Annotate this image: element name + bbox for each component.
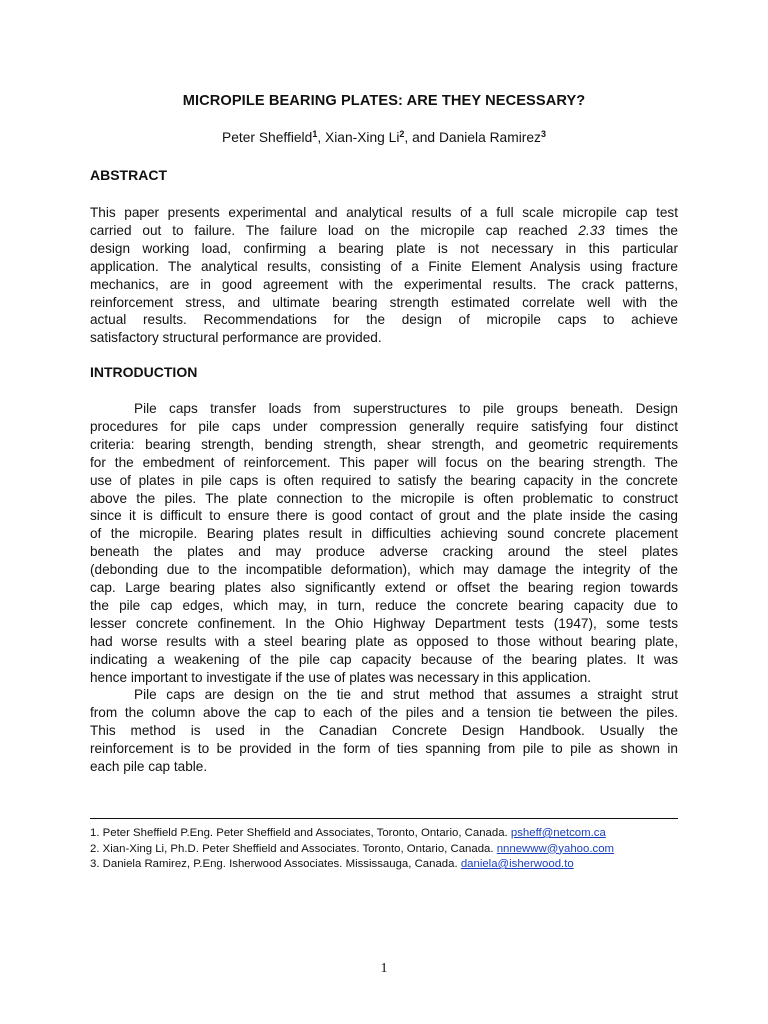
paper-title: MICROPILE BEARING PLATES: ARE THEY NECESSARY? <box>182 93 586 109</box>
text-line: hence important to investigate if the use of plates was necessary in this application. <box>90 669 591 685</box>
footnotes <box>90 826 690 873</box>
page-number: 1 <box>380 961 388 976</box>
introduction-paragraph-1 <box>90 400 678 687</box>
text-line: since it is difficult to ensure there is good contact of grout and the plate inside the casing <box>90 508 678 524</box>
text-line: lesser concrete confinement. In the Ohio Highway Department tests (1947), some tests <box>90 615 678 631</box>
text-line: cap. Large bearing plates also significantly extend or offset the bearing region towards <box>90 580 678 596</box>
affiliation-mark: 1 <box>312 129 318 139</box>
text-line: beneath the plates and may produce adverse cracking around the steel plates <box>90 544 678 560</box>
text-segment: times the <box>604 222 678 238</box>
text-line: reinforcement stress, and ultimate bearing strength estimated correlate well with the <box>90 294 678 310</box>
text-line: (debonding due to the incompatible deformation), which may damage the integrity of the <box>90 562 678 578</box>
text-line: criteria: bearing strength, bending strength, shear strength, and geometric requirements <box>90 436 678 452</box>
email-link[interactable]: psheff@netcom.ca <box>510 827 606 839</box>
text-line: design working load, confirming a bearing plate is not necessary in this particular <box>90 240 678 256</box>
abstract-paragraph <box>90 204 678 347</box>
text-line: above the piles. The plate connection to the micropile is often problematic to construct <box>90 490 678 506</box>
text-line: Pile caps are design on the tie and strut method that assumes a straight strut <box>134 687 678 702</box>
text-line: application. The analytical results, consisting of a Finite Element Analysis using fracture <box>90 258 678 274</box>
text-line: mechanics, are in good agreement with the experimental results. The crack patterns, <box>90 276 678 292</box>
text-segment: carried out to failure. The failure load on the micropile cap reached <box>90 222 579 238</box>
footnote-text: 1. Peter Sheffield P.Eng. Peter Sheffield and Associates, Toronto, Ontario, Canada. <box>90 827 511 839</box>
author-separator: , and <box>404 130 439 145</box>
text-line: Pile caps transfer loads from superstructures to pile groups beneath. Design <box>134 401 678 416</box>
text-line: This paper presents experimental and analytical results of a full scale micropile cap test <box>90 205 678 220</box>
text-line: procedures for pile caps under compression generally require satisfying four distinct <box>90 418 678 434</box>
emphasized-value: 2.33 <box>578 222 605 238</box>
text-line: of the micropile. Bearing plates result in difficulties achieving sound concrete placement <box>90 526 678 542</box>
author-line <box>0 130 768 145</box>
text-line: use of plates in pile caps is often required to satisfy the bearing capacity in the concrete <box>90 472 678 488</box>
author-name: Xian-Xing Li <box>325 130 400 145</box>
footnote-divider <box>90 818 678 819</box>
text-line: from the column above the cap to each of the piles and a tension tie between the piles. <box>90 704 678 720</box>
text-line: satisfactory structural performance are provided. <box>90 330 382 346</box>
text-line: indicating a weakening of the pile cap capacity because of the bearing plates. It was <box>90 651 678 667</box>
text-line: the pile cap edges, which may, in turn, reduce the concrete bearing capacity due to <box>90 597 678 613</box>
affiliation-mark: 3 <box>540 129 546 139</box>
text-line: reinforcement is to be provided in the form of ties spanning from pile to pile as shown in <box>90 740 678 756</box>
footnote-item <box>90 842 690 858</box>
introduction-heading: INTRODUCTION <box>90 364 198 380</box>
footnote-item <box>90 857 690 873</box>
text-line: actual results. Recommendations for the design of micropile caps to achieve <box>90 312 678 328</box>
text-line: for the embedment of reinforcement. This paper will focus on the bearing strength. The <box>90 454 678 470</box>
text-line: This method is used in the Canadian Concrete Design Handbook. Usually the <box>90 722 678 738</box>
email-link[interactable]: nnnewww@yahoo.com <box>496 842 615 855</box>
text-line <box>90 222 678 240</box>
author-name: Daniela Ramirez <box>438 130 541 145</box>
email-link[interactable]: daniela@isherwood.to <box>460 858 574 870</box>
text-line: had worse results with a steel bearing plate as opposed to those without bearing plate, <box>90 633 678 649</box>
footnote-item <box>90 826 690 842</box>
affiliation-mark: 2 <box>399 129 405 139</box>
abstract-heading: ABSTRACT <box>90 167 167 183</box>
author-name: Peter Sheffield <box>222 130 313 145</box>
footnote-text: 3. Daniela Ramirez, P.Eng. Isherwood Associates. Mississauga, Canada. <box>90 858 461 870</box>
introduction-paragraph-2 <box>90 686 678 776</box>
text-line: each pile cap table. <box>90 758 208 774</box>
footnote-text: 2. Xian-Xing Li, Ph.D. Peter Sheffield and Associates. Toronto, Ontario, Canada. <box>90 842 497 855</box>
author-separator: , <box>317 130 325 145</box>
